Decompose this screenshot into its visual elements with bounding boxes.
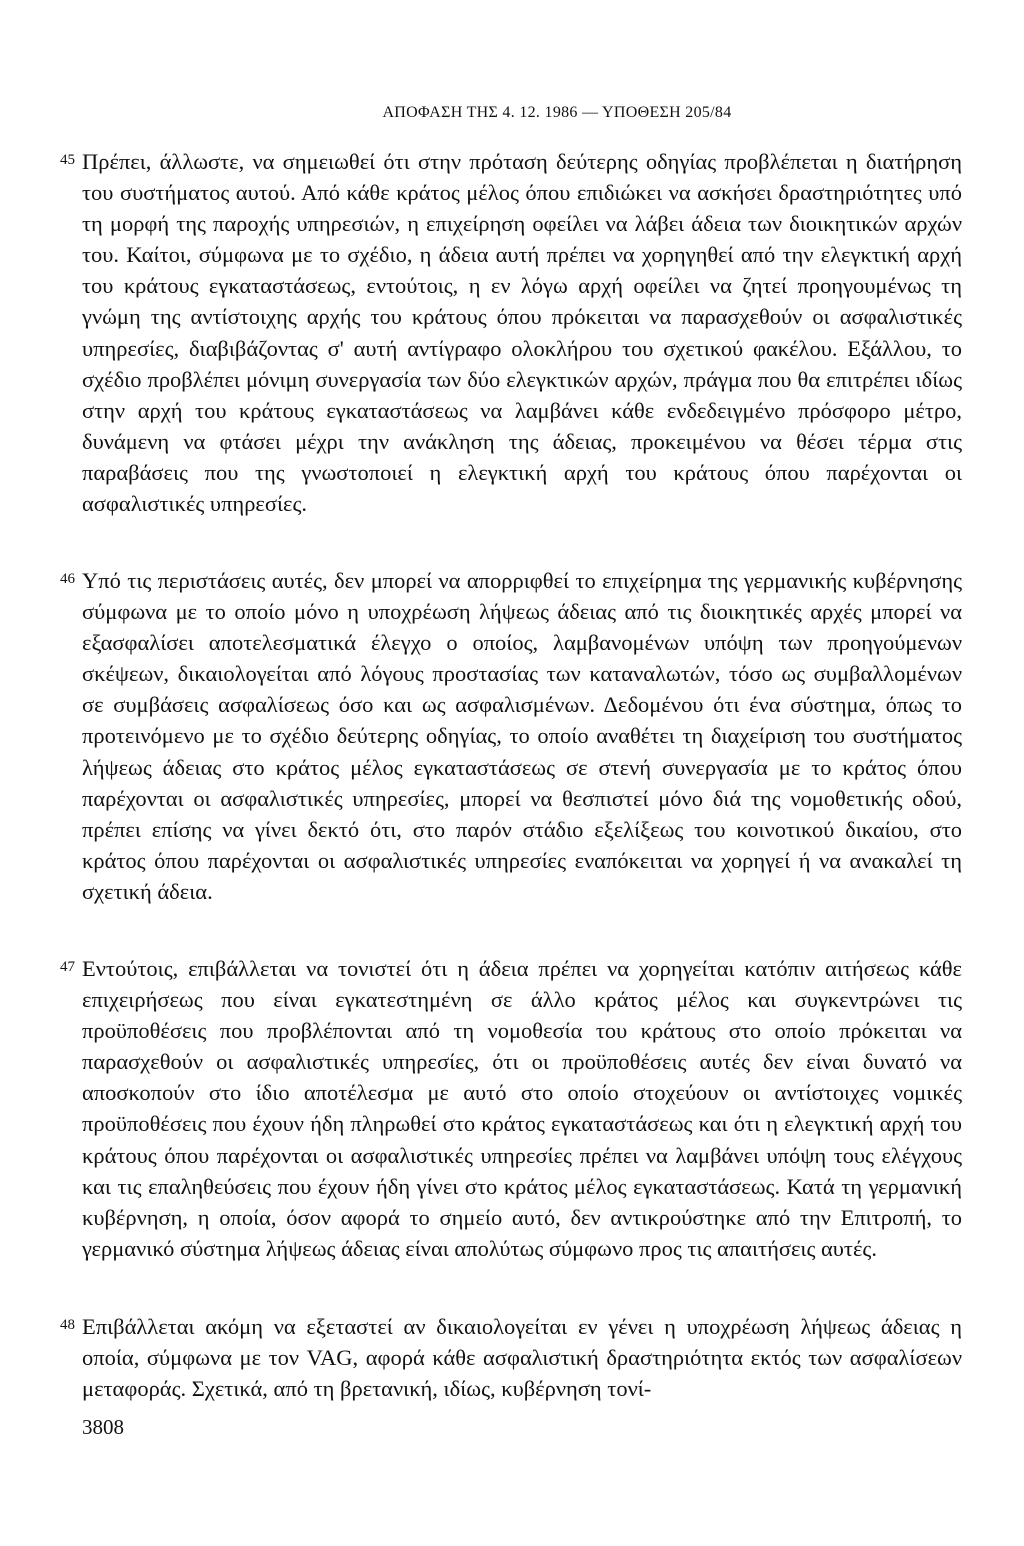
paragraph-number: 47 — [60, 959, 75, 975]
paragraph-46 — [60, 565, 962, 907]
page-header: ΑΠΟΦΑΣΗ ΤΗΣ 4. 12. 1986 — ΥΠΟΘΕΣΗ 205/84 — [382, 104, 732, 121]
paragraph-text: Πρέπει, άλλωστε, να σημειωθεί ότι στην πρόταση δεύτερης οδηγίας προβλέπεται η διατήρηση του συστήματος αυτού. Από κάθε κράτος μέλος όπου επιδιώκει να ασκήσει δραστηριότητες υπό τη μορφή της παροχής υπηρεσιών, η επιχείρηση οφείλει να λάβει άδεια των διοικητικών αρχών του. Καίτοι, σύμφωνα με το σχέδιο, η άδεια αυτή πρέπει να χορηγηθεί από την ελεγκτική αρχή του κράτους εγκαταστάσεως, εντούτοις, η εν λόγω αρχή οφείλει να ζητεί προηγουμένως τη γνώμη της αντίστοιχης αρχής του κράτους όπου πρόκειται να παρασχεθούν οι ασφαλιστικές υπηρεσίες, διαβιβάζοντας σ' αυτή αντίγραφο ολοκλήρου του σχετικού φακέλου. Εξάλλου, το σχέδιο προβλέπει μόνιμη συνεργασία των δύο ελεγκτικών αρχών, πράγμα που θα επιτρέπει ιδίως στην αρχή του κράτους εγκαταστάσεως να λαμβάνει κάθε ενδεδειγμένο πρόσφορο μέτρο, δυνάμενη να φτάσει μέχρι την ανάκληση της άδειας, προκειμένου να θέσει τέρμα στις παραβάσεις που της γνωστοποιεί η ελεγκτική αρχή του κράτους όπου παρέχονται οι ασφαλιστικές υπηρεσίες. — [82, 149, 962, 517]
paragraph-text: Υπό τις περιστάσεις αυτές, δεν μπορεί να απορριφθεί το επιχείρημα της γερμανικής κυβέρνησης σύμφωνα με το οποίο μόνο η υποχρέωση λήψεως άδειας από τις διοικητικές αρχές μπορεί να εξασφαλίσει αποτελεσματικά έλεγχο ο οποίος, λαμβανομένων υπόψη των προηγούμενων σκέψεων, δικαιολογείται από λόγους προστασίας των καταναλωτών, τόσο ως συμβαλλομένων σε συμβάσεις ασφαλίσεως όσο και ως ασφαλισμένων. Δεδομένου ότι ένα σύστημα, όπως το προτεινόμενο με το σχέδιο δεύτερης οδηγίας, το οποίο αναθέτει τη διαχείριση του συστήματος λήψεως άδειας στο κράτος μέλος εγκαταστάσεως σε στενή συνεργασία με το κράτος όπου παρέχονται οι ασφαλιστικές υπηρεσίες, μπορεί να θεσπιστεί μόνο διά της νομοθετικής οδού, πρέπει επίσης να γίνει δεκτό ότι, στο παρόν στάδιο εξελίξεως του κοινοτικού δικαίου, στο κράτος όπου παρέχονται οι ασφαλιστικές υπηρεσίες εναπόκειται να χορηγεί ή να ανακαλεί τη σχετική άδεια. — [82, 568, 962, 904]
paragraph-45 — [60, 146, 962, 519]
paragraph-number: 48 — [60, 1317, 75, 1333]
paragraph-number: 46 — [60, 571, 75, 587]
paragraph-47 — [60, 953, 962, 1264]
paragraph-48 — [60, 1311, 962, 1404]
paragraph-text: Εντούτοις, επιβάλλεται να τονιστεί ότι η άδεια πρέπει να χορηγείται κατόπιν αιτήσεως κάθε επιχειρήσεως που είναι εγκατεστημένη σε άλλο κράτος μέλος και συγκεντρώνει τις προϋποθέσεις που προβλέπονται από τη νομοθεσία του κράτους στο οποίο πρόκειται να παρασχεθούν οι ασφαλιστικές υπηρεσίες, ότι οι προϋποθέσεις αυτές δεν είναι δυνατό να αποσκοπούν στο ίδιο αποτέλεσμα με αυτό στο οποίο στοχεύουν οι αντίστοιχες νομικές προϋποθέσεις που έχουν ήδη πληρωθεί στο κράτος εγκαταστάσεως και ότι η ελεγκτική αρχή του κράτους όπου παρέχονται οι ασφαλιστικές υπηρεσίες πρέπει να λαμβάνει υπόψη τους ελέγχους και τις επαληθεύσεις που έχουν ήδη γίνει στο κράτος μέλος εγκαταστάσεως. Κατά τη γερμανική κυβέρνηση, η οποία, όσον αφορά το σημείο αυτό, δεν αντικρούστηκε από την Επιτροπή, το γερμανικό σύστημα λήψεως άδειας είναι απολύτως σύμφωνο προς τις απαιτήσεις αυτές. — [82, 956, 962, 1261]
paragraph-text: Επιβάλλεται ακόμη να εξεταστεί αν δικαιολογείται εν γένει η υποχρέωση λήψεως άδειας η οποία, σύμφωνα με τον VAG, αφορά κάθε ασφαλιστική δραστηριότητα εκτός των ασφαλίσεων μεταφοράς. Σχετικά, από τη βρετανική, ιδίως, κυβέρνηση τονί- — [82, 1314, 962, 1402]
paragraph-number: 45 — [60, 152, 75, 168]
page-number: 3808 — [82, 1415, 124, 1439]
